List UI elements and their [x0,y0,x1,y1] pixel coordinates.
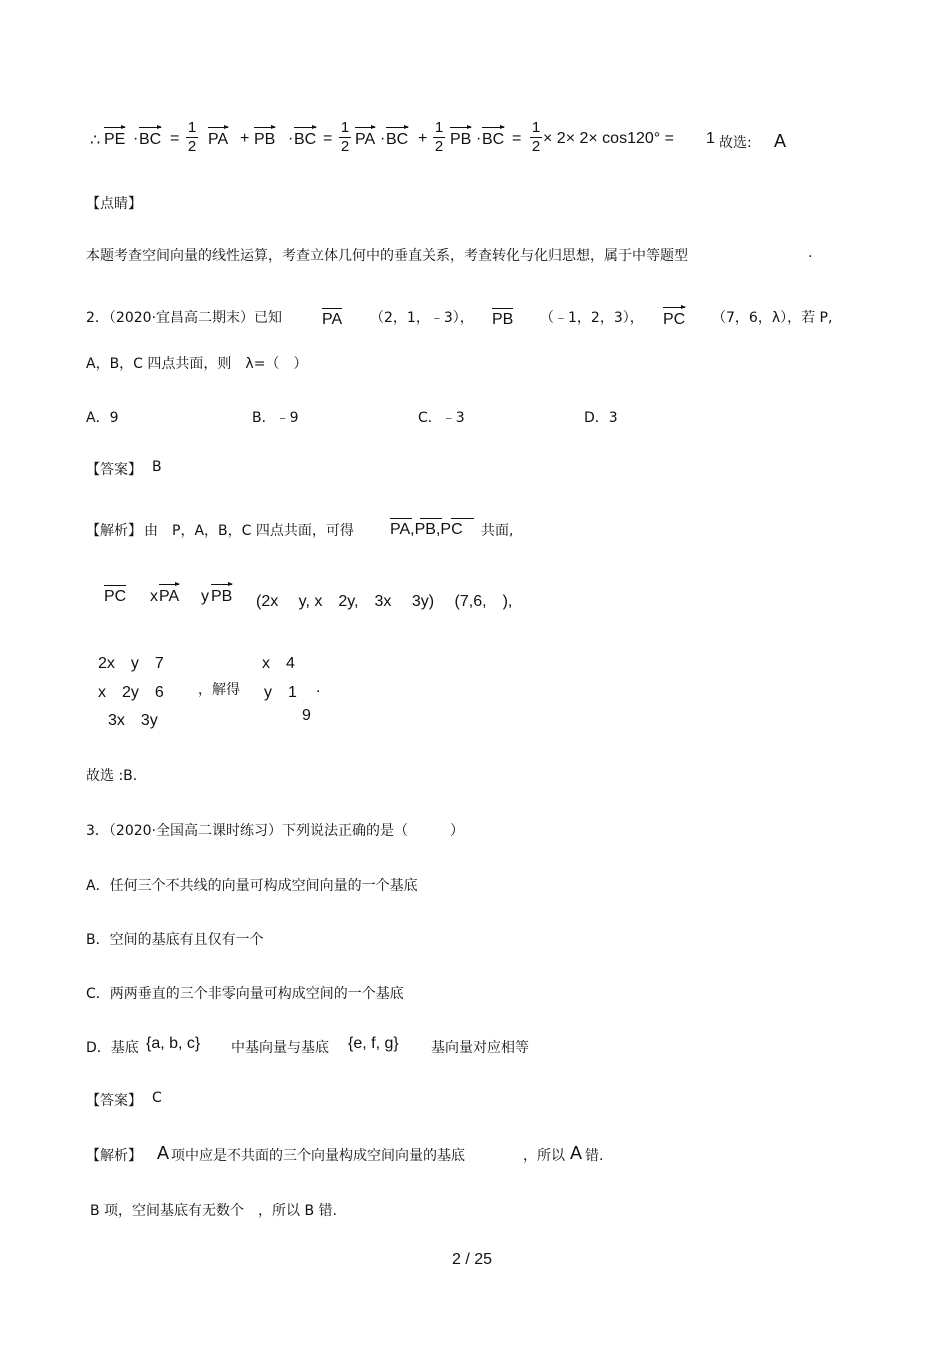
vector-pb: PB [254,131,275,149]
q3-option-c: C．两两垂直的三个非零向量可构成空间的一个基底 [86,986,404,1002]
q3-analysis-label: 【解析】 [86,1148,142,1164]
coef-x: x [150,588,158,605]
q2-conclusion: 故选 :B. [86,768,138,784]
q3-option-d-mid: 中基向量与基底 [231,1040,329,1056]
q2-analysis-text: 由 P，A，B，C 四点共面，可得 [144,523,354,539]
dot-operator: · [288,130,294,147]
page-number: 2 / 25 [452,1251,493,1268]
vector-bc: BC [482,131,504,149]
dianjing-text: 本题考查空间向量的线性运算，考查立体几何中的垂直关系，考查转化与化归思想，属于中等题型 [86,248,688,264]
basis-abc: {a, b, c} [146,1035,201,1052]
equals-sign: = [323,130,333,147]
q3-analysis-wrong: 错. [585,1148,604,1164]
dot-operator: · [133,130,139,147]
vector-pb: PB [211,588,232,606]
q3-answer-label: 【答案】 [86,1093,142,1109]
q2-pb-coords: （﹣1，2，3）， [540,310,644,326]
choose-label: 故选: [719,135,752,151]
letter-a: A [157,1143,170,1163]
solution-x: x 4 [262,655,295,672]
system-line-1: 2x y 7 [98,655,164,672]
dianjing-label: 【点睛】 [86,196,142,212]
period: . [316,679,321,696]
vector-pc: PC [104,588,126,606]
q3-analysis-so: ，所以 [523,1148,565,1164]
solution-lambda: 9 [302,707,311,724]
q2-answer: B [152,459,162,475]
coef-y: y [201,588,209,605]
q3-option-d-end: 基向量对应相等 [431,1040,529,1056]
fraction-half: 1 2 [340,119,350,155]
vector-bc: BC [139,131,161,149]
basis-efg: {e, f, g} [348,1035,399,1052]
q2-coplanar: 共面, [481,523,514,539]
vector-bc: BC [386,131,408,149]
vector-pa: PA [355,131,375,149]
q3-analysis-a-text: 项中应是不共面的三个向量构成空间向量的基底 [171,1148,465,1164]
vector-pa: PA [208,131,228,149]
q2-option-a: A．9 [86,410,119,426]
q2-analysis-label: 【解析】 [86,523,142,539]
system-line-2: x 2y 6 [98,684,164,701]
letter-a: A [570,1143,583,1163]
q2-pa-coords: （2，1，﹣3）， [370,310,474,326]
q2-option-c: C．﹣3 [418,410,465,426]
plus-sign: + [240,130,250,147]
vector-pa: PA [159,588,179,606]
answer-letter: A [774,131,787,151]
q2-answer-label: 【答案】 [86,462,142,478]
vector-pb: PB [492,311,513,329]
vectors-pa-pb-pc: PA,PB,PC [390,521,463,539]
vector-equation: (2x y, x 2y, 3x 3y) (7,6, ), [256,593,513,610]
q3-analysis-b: B 项，空间基底有无数个 ，所以 B 错. [90,1203,338,1219]
therefore-symbol: ∴ [90,132,101,149]
dot-operator: · [380,130,386,147]
fraction-half: 1 2 [187,119,197,155]
q3-option-d: D．基底 [86,1040,139,1056]
dianjing-end: . [808,245,813,261]
q2-option-b: B．﹣9 [252,410,299,426]
result-value: 1 [706,130,715,147]
system-line-3: 3x 3y [108,712,158,729]
fraction-half: 1 2 [531,119,541,155]
q2-pc-coords: （7，6，λ），若 P, [712,310,833,326]
product-expression: × 2× 2× cos120° = [543,130,674,147]
dot-operator: · [476,130,482,147]
vector-pa: PA [322,311,342,329]
solve-word: ，解得 [198,682,240,698]
equals-sign: = [512,130,522,147]
q3-option-a: A．任何三个不共线的向量可构成空间向量的一个基底 [86,878,418,894]
solution-y: y 1 [264,684,297,701]
q2-stem-cont: A，B，C 四点共面，则 λ=（ ） [86,356,308,372]
plus-sign: + [418,130,428,147]
q2-stem: 2．（2020·宜昌高二期末）已知 [86,310,282,326]
vector-pc: PC [663,311,685,329]
q3-option-b: B．空间的基底有且仅有一个 [86,932,264,948]
vector-pe: PE [104,131,125,149]
q2-option-d: D．3 [584,410,618,426]
equals-sign: = [170,130,180,147]
vector-pb: PB [450,131,471,149]
vector-bc: BC [294,131,316,149]
q3-stem: 3．（2020·全国高二课时练习）下列说法正确的是（ ） [86,823,464,839]
q3-answer: C [152,1090,162,1106]
fraction-half: 1 2 [434,119,444,155]
